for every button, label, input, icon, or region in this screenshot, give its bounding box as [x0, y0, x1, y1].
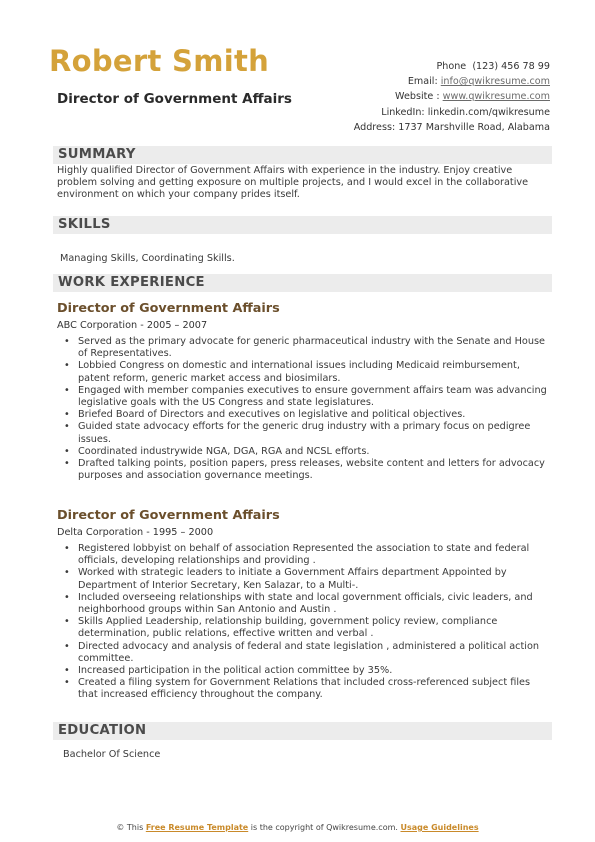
footer: [0, 823, 595, 832]
job-company-dates: Delta Corporation - 1995 – 2000: [57, 527, 214, 538]
bullet-item: • Briefed Board of Directors and executives on legislative and political objectives.: [62, 409, 550, 421]
bullet-item: • Registered lobbyist on behalf of association Represented the association to state and federal officials, developing relationships and providing .: [62, 543, 550, 567]
contact-website: [354, 89, 550, 104]
bullet-item: • Engaged with member companies executives to ensure government affairs team was advancing legislative goals with the US Congress and state legislatures.: [62, 385, 550, 409]
email-label: Email:: [407, 76, 438, 88]
skills-text: Managing Skills, Coordinating Skills.: [60, 253, 235, 264]
summary-text: Highly qualified Director of Government Affairs with experience in the industry. Enjoy creative problem solving and getting exposure on multiple projects, and I would excel in the collaborative environment on which your company prides itself.: [57, 165, 529, 200]
website-link[interactable]: www.qwikresume.com: [442, 91, 550, 103]
bullet-item: • Guided state advocacy efforts for the generic drug industry with a primary focus on pedigree issues.: [62, 421, 550, 445]
bullet-item: • Lobbied Congress on domestic and international issues including Medicaid reimbursement, patent reform, generic market access and biosimilars.: [62, 360, 550, 384]
work-experience-heading: WORK EXPERIENCE: [53, 274, 552, 292]
summary-heading: SUMMARY: [53, 146, 552, 164]
bullet-item: • Skills Applied Leadership, relationship building, government policy review, compliance determination, public relations, effective written and verbal .: [62, 616, 550, 640]
candidate-name: Robert Smith: [49, 44, 270, 78]
job-title: Director of Government Affairs: [57, 301, 280, 316]
footer-prefix: © This: [116, 823, 144, 832]
bullet-item: • Included overseeing relationships with state and local government officials, civic leaders, and neighborhood groups within San Antonio and Austin .: [62, 592, 550, 616]
bullet-item: • Coordinated industrywide NGA, DGA, RGA and NCSL efforts.: [62, 446, 550, 458]
contact-phone: [354, 59, 550, 74]
job-company-dates: ABC Corporation - 2005 – 2007: [57, 320, 208, 331]
job-bullets: [62, 543, 550, 702]
job-title: Director of Government Affairs: [57, 508, 280, 523]
address-label: Address:: [353, 121, 396, 133]
contact-block: [354, 59, 550, 135]
education-degree: Bachelor Of Science: [63, 749, 161, 760]
contact-email: [354, 74, 550, 89]
usage-guidelines-link[interactable]: Usage Guidelines: [400, 823, 479, 832]
bullet-item: • Created a filing system for Government Relations that included cross-referenced subject files that increased efficiency throughout the company.: [62, 677, 550, 701]
contact-linkedin: [354, 105, 550, 120]
phone-label: Phone: [436, 61, 467, 72]
contact-address: [354, 120, 550, 135]
linkedin-value: linkedin.com/qwikresume: [427, 106, 550, 118]
bullet-item: • Served as the primary advocate for generic pharmaceutical industry with the Senate and House of Representatives.: [62, 336, 550, 360]
bullet-item: • Directed advocacy and analysis of federal and state legislation , administered a political action committee.: [62, 641, 550, 665]
linkedin-label: LinkedIn:: [381, 106, 425, 118]
footer-copyright: is the copyright of Qwikresume.com.: [250, 823, 398, 832]
address-value: 1737 Marshville Road, Alabama: [398, 121, 550, 133]
phone-value: (123) 456 78 99: [472, 61, 550, 72]
email-link[interactable]: info@qwikresume.com: [440, 76, 550, 88]
candidate-role: Director of Government Affairs: [57, 91, 292, 107]
website-label: Website :: [395, 91, 440, 103]
skills-heading: SKILLS: [53, 216, 552, 234]
bullet-item: • Worked with strategic leaders to initiate a Government Affairs department Appointed by Department of Interior Secretary, Ken Salazar, to a Multi-.: [62, 567, 550, 591]
bullet-item: • Increased participation in the political action committee by 35%.: [62, 665, 550, 677]
free-resume-template-link[interactable]: Free Resume Template: [145, 823, 249, 832]
job-bullets: [62, 336, 550, 482]
education-heading: EDUCATION: [53, 722, 552, 740]
bullet-item: • Drafted talking points, position papers, press releases, website content and letters for advocacy purposes and association governance meetings.: [62, 458, 550, 482]
